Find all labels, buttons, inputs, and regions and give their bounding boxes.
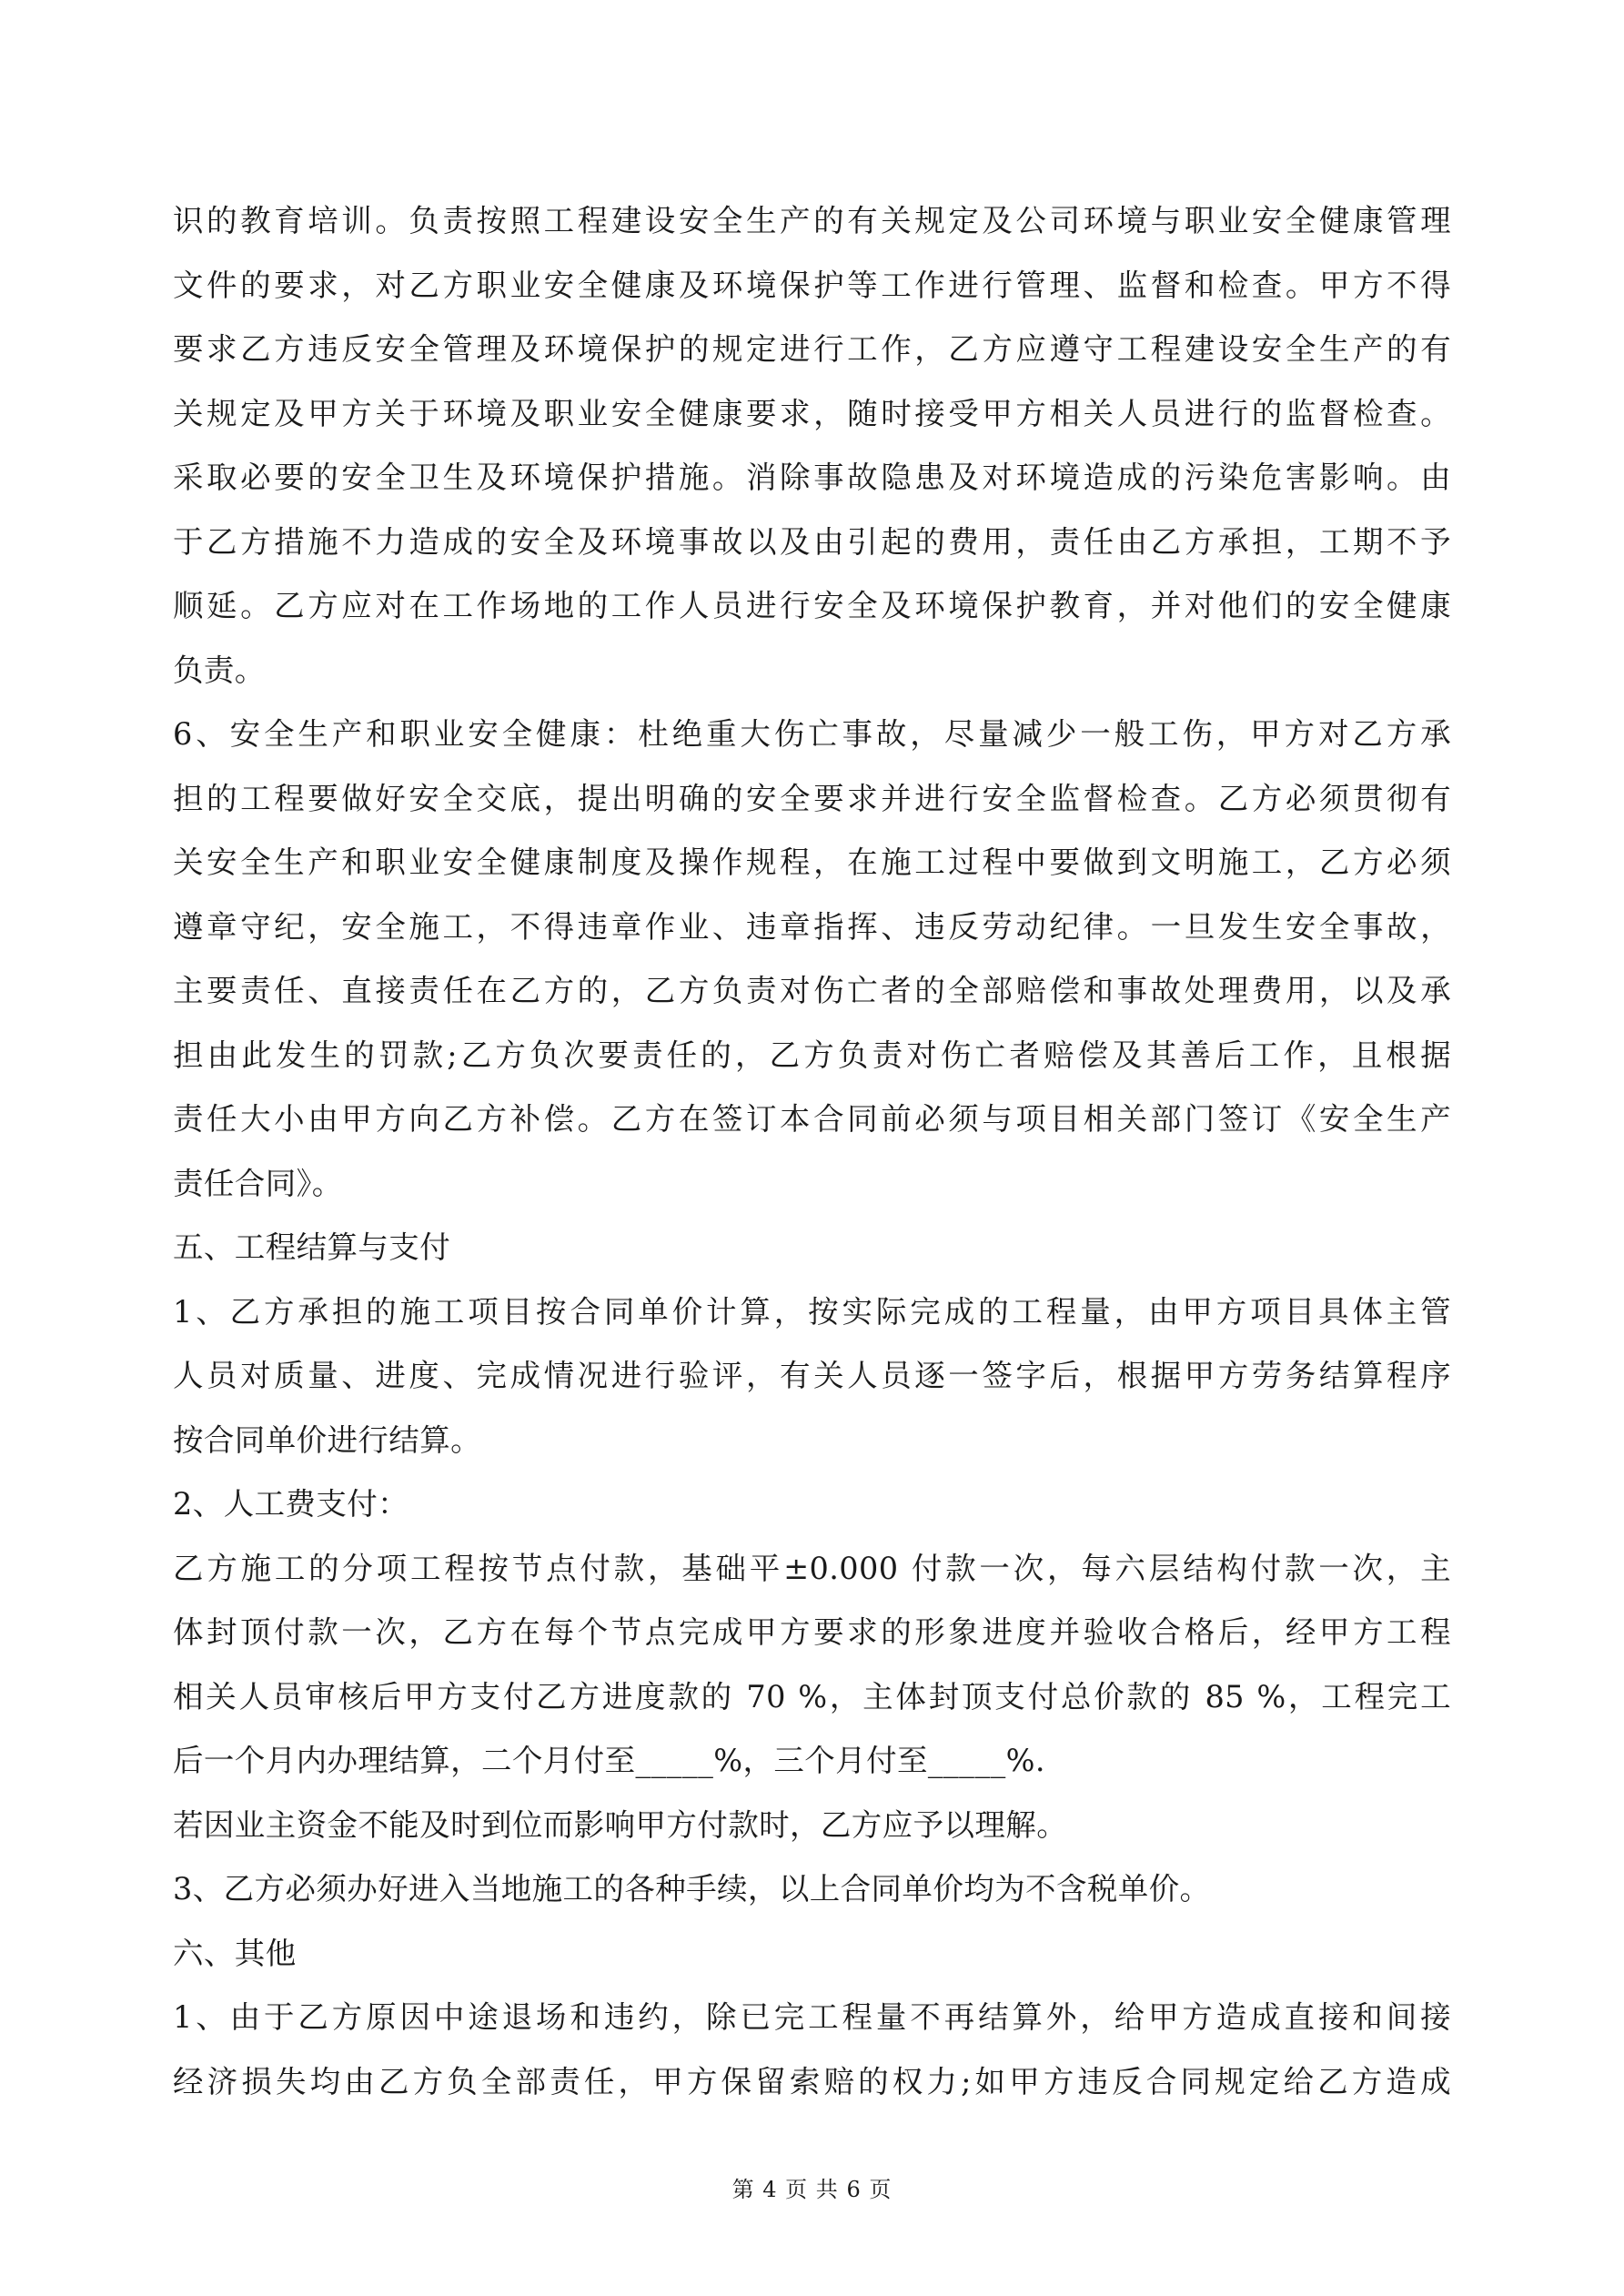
text-line: 六、其他 [173, 1935, 297, 1971]
text-line: 乙方施工的分项工程按节点付款，基础平±0.000 付款一次，每六层结构付款一次，主 [173, 1550, 1451, 1586]
text-line: 主要责任、直接责任在乙方的，乙方负责对伤亡者的全部赔偿和事故处理费用，以及承 [173, 973, 1451, 1008]
text-line: 1、由于乙方原因中途退场和违约，除已完工程量不再结算外，给甲方造成直接和间接 [173, 1999, 1451, 2035]
text-line: 按合同单价进行结算。 [173, 1421, 481, 1458]
text-line: 人员对质量、进度、完成情况进行验评，有关人员逐一签字后，根据甲方劳务结算程序 [173, 1358, 1451, 1393]
text-line: 要求乙方违反安全管理及环境保护的规定进行工作，乙方应遵守工程建设安全生产的有 [173, 331, 1451, 367]
text-line: 关安全生产和职业安全健康制度及操作规程，在施工过程中要做到文明施工，乙方必须 [173, 845, 1451, 880]
text-line: 文件的要求，对乙方职业安全健康及环境保护等工作进行管理、监督和检查。甲方不得 [173, 267, 1451, 303]
text-line: 采取必要的安全卫生及环境保护措施。消除事故隐患及对环境造成的污染危害影响。由 [173, 460, 1451, 495]
text-line: 担的工程要做好安全交底，提出明确的安全要求并进行安全监督检查。乙方必须贯彻有 [173, 780, 1451, 816]
text-line: 相关人员审核后甲方支付乙方进度款的 70 %，主体封顶支付总价款的 85 %，工程完工 [173, 1678, 1451, 1714]
text-line: 遵章守纪，安全施工，不得违章作业、违章指挥、违反劳动纪律。一旦发生安全事故， [173, 908, 1451, 945]
text-line: 2、人工费支付： [173, 1486, 409, 1522]
page-footer: 第 4 页 共 6 页 [731, 2177, 893, 2202]
text-line: 关规定及甲方关于环境及职业安全健康要求，随时接受甲方相关人员进行的监督检查。 [173, 395, 1451, 431]
text-line: 责任大小由甲方向乙方补偿。乙方在签订本合同前必须与项目相关部门签订《安全生产 [173, 1101, 1451, 1137]
text-line: 若因业主资金不能及时到位而影响甲方付款时，乙方应予以理解。 [173, 1806, 1068, 1843]
text-line: 1、乙方承担的施工项目按合同单价计算，按实际完成的工程量，由甲方项目具体主管 [173, 1293, 1451, 1330]
text-line: 经济损失均由乙方负全部责任，甲方保留索赔的权力;如甲方违反合同规定给乙方造成 [173, 2063, 1451, 2099]
text-line: 识的教育培训。负责按照工程建设安全生产的有关规定及公司环境与职业安全健康管理 [173, 203, 1451, 238]
text-line: 顺延。乙方应对在工作场地的工作人员进行安全及环境保护教育，并对他们的安全健康 [173, 588, 1451, 623]
text-line: 担由此发生的罚款;乙方负次要责任的，乙方负责对伤亡者赔偿及其善后工作，且根据 [173, 1037, 1451, 1073]
text-line: 3、乙方必须办好进入当地施工的各种手续，以上合同单价均为不含税单价。 [173, 1871, 1211, 1907]
document-body [173, 189, 1451, 2114]
text-line: 五、工程结算与支付 [173, 1229, 451, 1265]
text-line: 于乙方措施不力造成的安全及环境事故以及由引起的费用，责任由乙方承担，工期不予 [173, 523, 1451, 560]
text-line: 体封顶付款一次，乙方在每个节点完成甲方要求的形象进度并验收合格后，经甲方工程 [173, 1614, 1451, 1650]
text-line: 6、安全生产和职业安全健康：杜绝重大伤亡事故，尽量减少一般工伤，甲方对乙方承 [173, 716, 1451, 752]
text-line: 负责。 [173, 652, 266, 688]
text-line: 后一个月内办理结算，二个月付至_____%，三个月付至_____%. [173, 1743, 1045, 1778]
text-line: 责任合同》。 [173, 1165, 343, 1201]
